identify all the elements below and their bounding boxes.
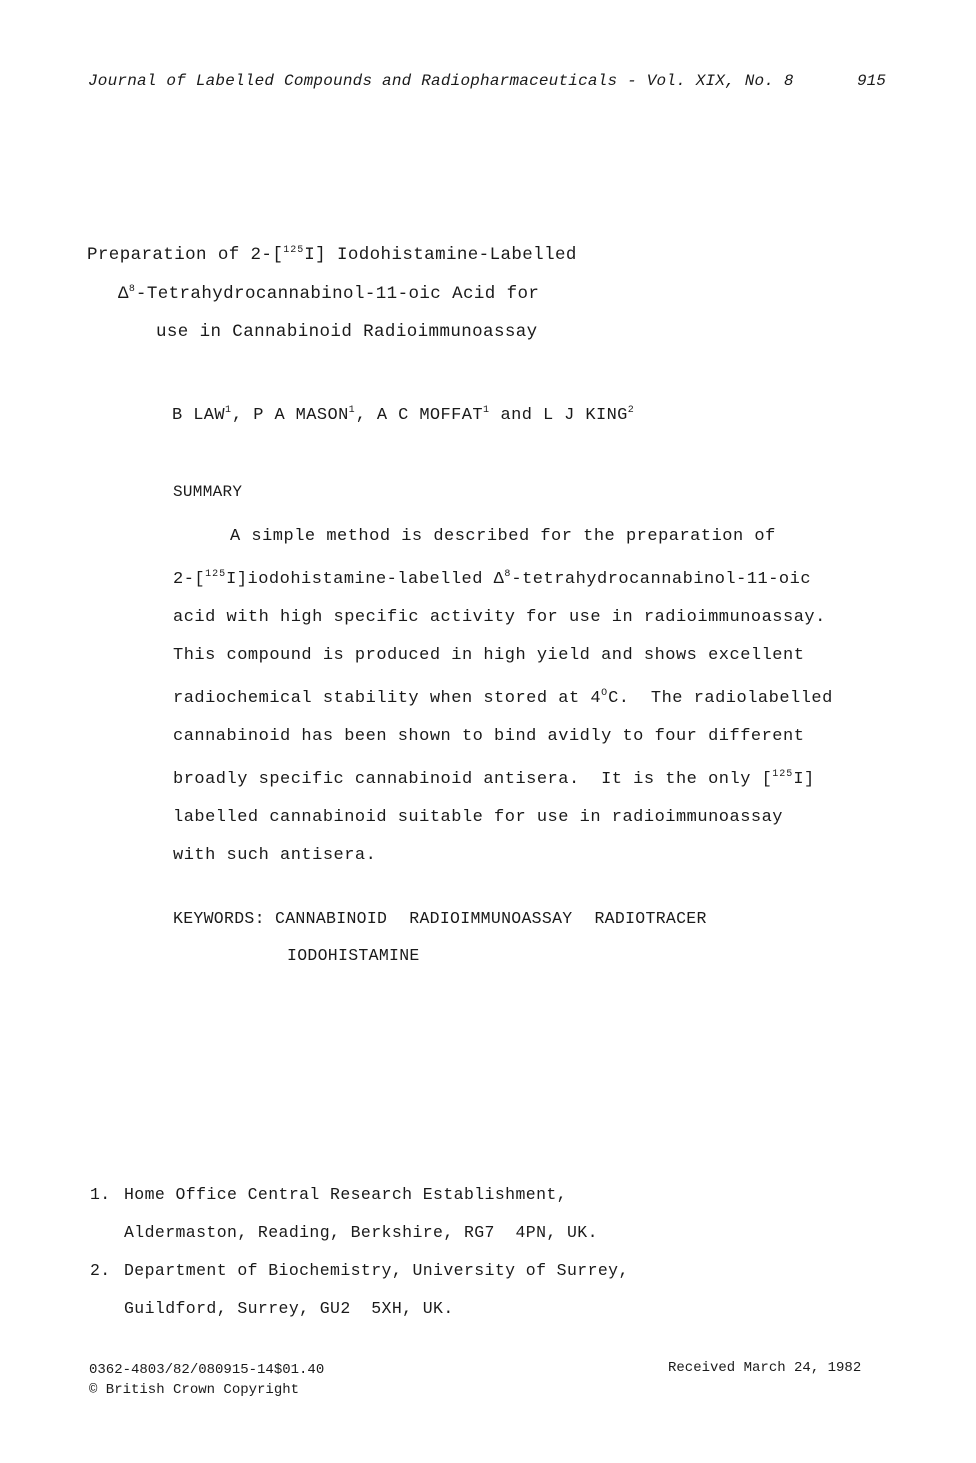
summary-line: acid with high specific activity for use in radioimmunoassay.: [173, 608, 826, 627]
author-affil-mark: 1: [225, 405, 233, 416]
page-number: 915: [857, 72, 886, 90]
author-name: A C MOFFAT: [376, 406, 483, 425]
copyright-notice: © British Crown Copyright: [89, 1382, 300, 1398]
keyword: RADIOIMMUNOASSAY: [409, 909, 573, 928]
keyword: RADIOTRACER: [594, 909, 707, 928]
affiliation-number: 2.: [90, 1261, 111, 1280]
summary-line: This compound is produced in high yield and shows excellent: [173, 646, 805, 665]
title-line-3: use in Cannabinoid Radioimmunoassay: [156, 322, 538, 342]
title-line-1: Preparation of 2-[$^{125}$I] Iodohistamine-Labelled: [87, 245, 577, 265]
author-name: L J KING: [542, 406, 628, 425]
summary-line: 2-[$^{125}$I]iodohistamine-labelled $\Delta^8-tetrahydrocannabinol-11$-oic: [173, 569, 812, 589]
author-list: B LAW$^1$, P A MASON$^1$, A C MOFFAT$^1$ and L J KING$^2$: [172, 405, 635, 425]
received-date: Received March 24, 1982: [668, 1360, 862, 1376]
summary-line: radiochemical stability when stored at $4^OC$. The radiolabelled: [173, 688, 833, 708]
keyword: IODOHISTAMINE: [287, 946, 420, 965]
footer-left: [89, 1360, 324, 1400]
summary-line: labelled cannabinoid suitable for use in radioimmunoassay: [173, 808, 783, 827]
affiliation-entry: 2. Department of Biochemistry, University of Surrey,: [90, 1252, 629, 1290]
summary-line: broadly specific cannabinoid antisera. It is the only [$^{125}$I]: [173, 769, 815, 789]
author-name: B LAW: [172, 406, 226, 425]
affiliations: [90, 1176, 629, 1328]
journal-header: Journal of Labelled Compounds and Radiopharmaceuticals - Vol. XIX, No. 8: [88, 72, 794, 90]
keyword: CANNABINOID: [275, 909, 388, 928]
keywords-label: KEYWORDS:: [173, 909, 265, 928]
keywords-block: [173, 900, 707, 974]
article-code: 0362-4803/82/080915-14$01.40: [89, 1362, 325, 1378]
author-name: P A MASON: [253, 406, 349, 425]
summary-heading: SUMMARY: [173, 483, 243, 501]
affiliation-entry: 1. Home Office Central Research Establishment,: [90, 1176, 629, 1214]
affiliation-address: Guildford, Surrey, GU2 5XH, UK.: [124, 1299, 454, 1318]
summary-line: A simple method is described for the preparation of: [230, 527, 776, 546]
summary-line: cannabinoid has been shown to bind avidly to four different: [173, 727, 805, 746]
summary-body: [173, 518, 893, 875]
summary-line: with such antisera.: [173, 846, 377, 865]
author-affil-mark: 2: [627, 405, 635, 416]
title-line-2: $\Delta^8-Tetrahydrocannabinol-11$-oic Acid for: [118, 284, 540, 304]
author-affil-mark: 1: [348, 405, 356, 416]
author-affil-mark: 1: [482, 405, 490, 416]
affiliation-address: Aldermaston, Reading, Berkshire, RG7 4PN, UK.: [124, 1223, 598, 1242]
affiliation-number: 1.: [90, 1185, 111, 1204]
